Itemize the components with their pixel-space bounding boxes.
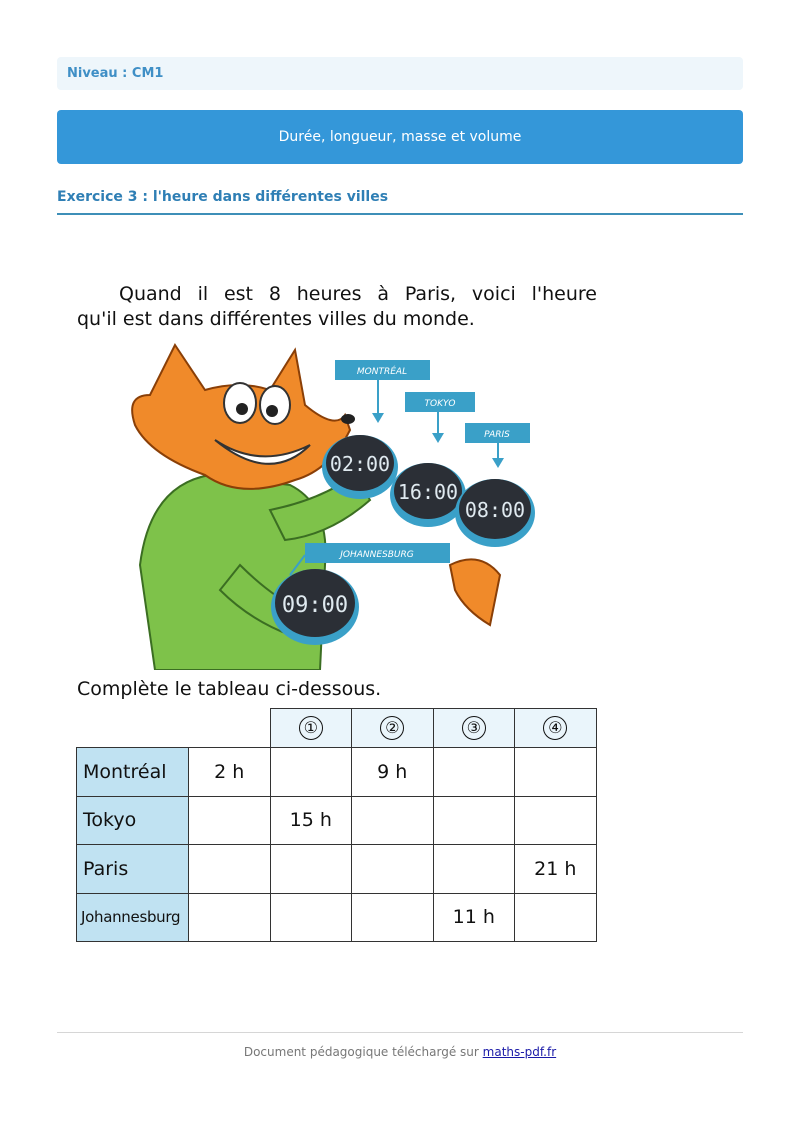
label-montreal: MONTRÉAL xyxy=(356,367,408,377)
footer-link[interactable]: maths-pdf.fr xyxy=(482,1045,557,1059)
table-cell xyxy=(189,845,271,894)
clock-johannesburg xyxy=(271,569,359,645)
table-row xyxy=(77,796,597,845)
table-cell xyxy=(515,748,597,797)
table-cell xyxy=(352,845,434,894)
row-city: Johannesburg xyxy=(77,893,189,942)
exercise-intro xyxy=(77,282,597,332)
label-tokyo: TOKYO xyxy=(424,399,456,409)
row-city: Tokyo xyxy=(77,796,189,845)
row-city: Paris xyxy=(77,845,189,894)
column-header: ③ xyxy=(433,709,515,748)
clock-tokyo xyxy=(390,463,466,527)
svg-text:09:00: 09:00 xyxy=(281,593,349,618)
footer-text: Document pédagogique téléchargé sur xyxy=(243,1045,479,1059)
page-title: Durée, longueur, masse et volume xyxy=(278,129,522,145)
table-cell xyxy=(515,796,597,845)
intro-line-2: qu'il est dans différentes villes du monde. xyxy=(77,308,475,330)
table-cell xyxy=(352,893,434,942)
svg-text:16:00: 16:00 xyxy=(397,480,459,504)
label-paris: PARIS xyxy=(484,430,510,440)
table-cell: 9 h xyxy=(352,748,434,797)
label-johannesburg: JOHANNESBURG xyxy=(340,550,414,560)
table-cell xyxy=(270,893,352,942)
table-cell xyxy=(270,748,352,797)
table-cell: 11 h xyxy=(433,893,515,942)
level-bar xyxy=(57,57,743,90)
exercise-heading xyxy=(57,186,743,215)
table-cell xyxy=(270,845,352,894)
table-cell: 21 h xyxy=(515,845,597,894)
table-cell xyxy=(189,796,271,845)
footer-divider xyxy=(57,1032,743,1033)
column-header: ① xyxy=(270,709,352,748)
table-cell: 15 h xyxy=(270,796,352,845)
fox-illustration xyxy=(120,335,550,670)
row-city: Montréal xyxy=(77,748,189,797)
table-header-row xyxy=(77,709,597,748)
table-row xyxy=(77,845,597,894)
clock-montreal xyxy=(322,435,398,499)
table-cell xyxy=(433,796,515,845)
column-header: ② xyxy=(352,709,434,748)
table-row xyxy=(77,748,597,797)
exercise-title: Exercice 3 : l'heure dans différentes villes xyxy=(57,189,389,205)
svg-text:08:00: 08:00 xyxy=(464,498,526,522)
footer xyxy=(0,1045,800,1059)
table-cell: 2 h xyxy=(189,748,271,797)
table-cell xyxy=(433,748,515,797)
svg-text:02:00: 02:00 xyxy=(329,452,391,476)
table-cell xyxy=(515,893,597,942)
instruction: Complète le tableau ci-dessous. xyxy=(77,678,382,700)
title-banner xyxy=(57,110,743,164)
clock-paris xyxy=(455,479,535,547)
time-table xyxy=(76,708,597,942)
table-corner xyxy=(77,709,189,748)
table-cell xyxy=(189,893,271,942)
column-header: ④ xyxy=(515,709,597,748)
table-row xyxy=(77,893,597,942)
table-cell xyxy=(433,845,515,894)
table-corner xyxy=(189,709,271,748)
level-label: Niveau : CM1 xyxy=(67,66,164,81)
intro-line-1: Quand il est 8 heures à Paris, voici l'heure xyxy=(119,283,597,305)
table-cell xyxy=(352,796,434,845)
